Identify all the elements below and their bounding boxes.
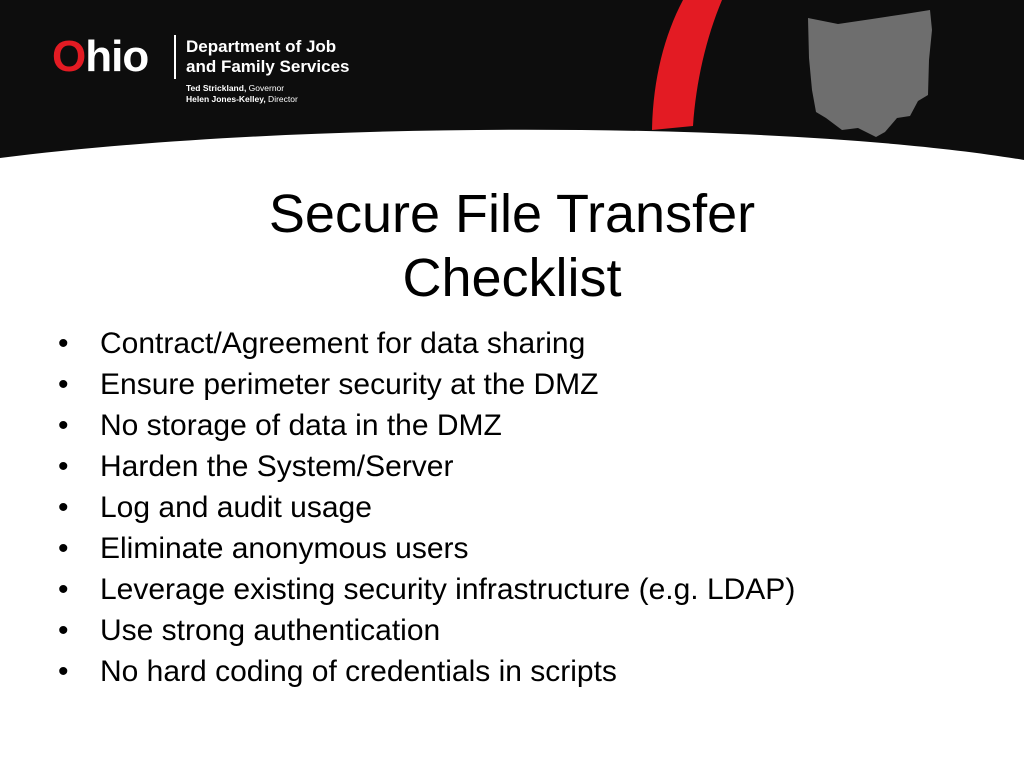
official-name: Helen Jones-Kelley, [186,94,266,104]
bullet-icon: • [58,368,69,401]
checklist-item [58,569,795,610]
official-name: Ted Strickland, [186,83,247,93]
bullet-icon: • [58,573,69,606]
official-title: Governor [246,83,285,93]
agency-name-line-1: Department of Job [186,37,337,56]
checklist-item [58,651,795,692]
checklist-item-text: Eliminate anonymous users [100,532,469,565]
logo-letters-hio: hio [85,32,149,81]
checklist-item-text: No hard coding of credentials in scripts [100,655,617,688]
header-banner [0,0,1024,180]
checklist-item-text: No storage of data in the DMZ [100,409,502,442]
checklist-item [58,323,795,364]
slide-title-line-1: Secure File Transfer [268,184,756,244]
checklist-item [58,446,795,487]
checklist [58,323,795,692]
checklist-item [58,528,795,569]
official-title: Director [265,94,298,104]
checklist-item [58,487,795,528]
slide-title [0,182,1024,310]
official-director [186,94,298,105]
bullet-icon: • [58,409,69,442]
checklist-item [58,364,795,405]
checklist-item-text: Log and audit usage [100,491,372,524]
bullet-icon: • [58,327,69,360]
bullet-icon: • [58,614,69,647]
slide-title-line-2: Checklist [402,248,622,308]
official-governor [186,83,298,94]
agency-name [186,37,349,77]
checklist-item [58,610,795,651]
checklist-item-text: Harden the System/Server [100,450,454,483]
checklist-item-text: Leverage existing security infrastructure (e.g. LDAP) [100,573,796,606]
logo-divider [174,35,176,79]
bullet-icon: • [58,532,69,565]
checklist-item-text: Contract/Agreement for data sharing [100,327,586,360]
bullet-icon: • [58,655,69,688]
bullet-icon: • [58,491,69,524]
checklist-item-text: Use strong authentication [100,614,441,647]
logo-letter-o: O [52,32,86,81]
officials-credits [186,83,298,105]
checklist-item [58,405,795,446]
bullet-icon: • [58,450,69,483]
ohio-logo-wordmark [52,30,148,84]
checklist-item-text: Ensure perimeter security at the DMZ [100,368,599,401]
agency-name-line-2: and Family Services [186,57,350,76]
